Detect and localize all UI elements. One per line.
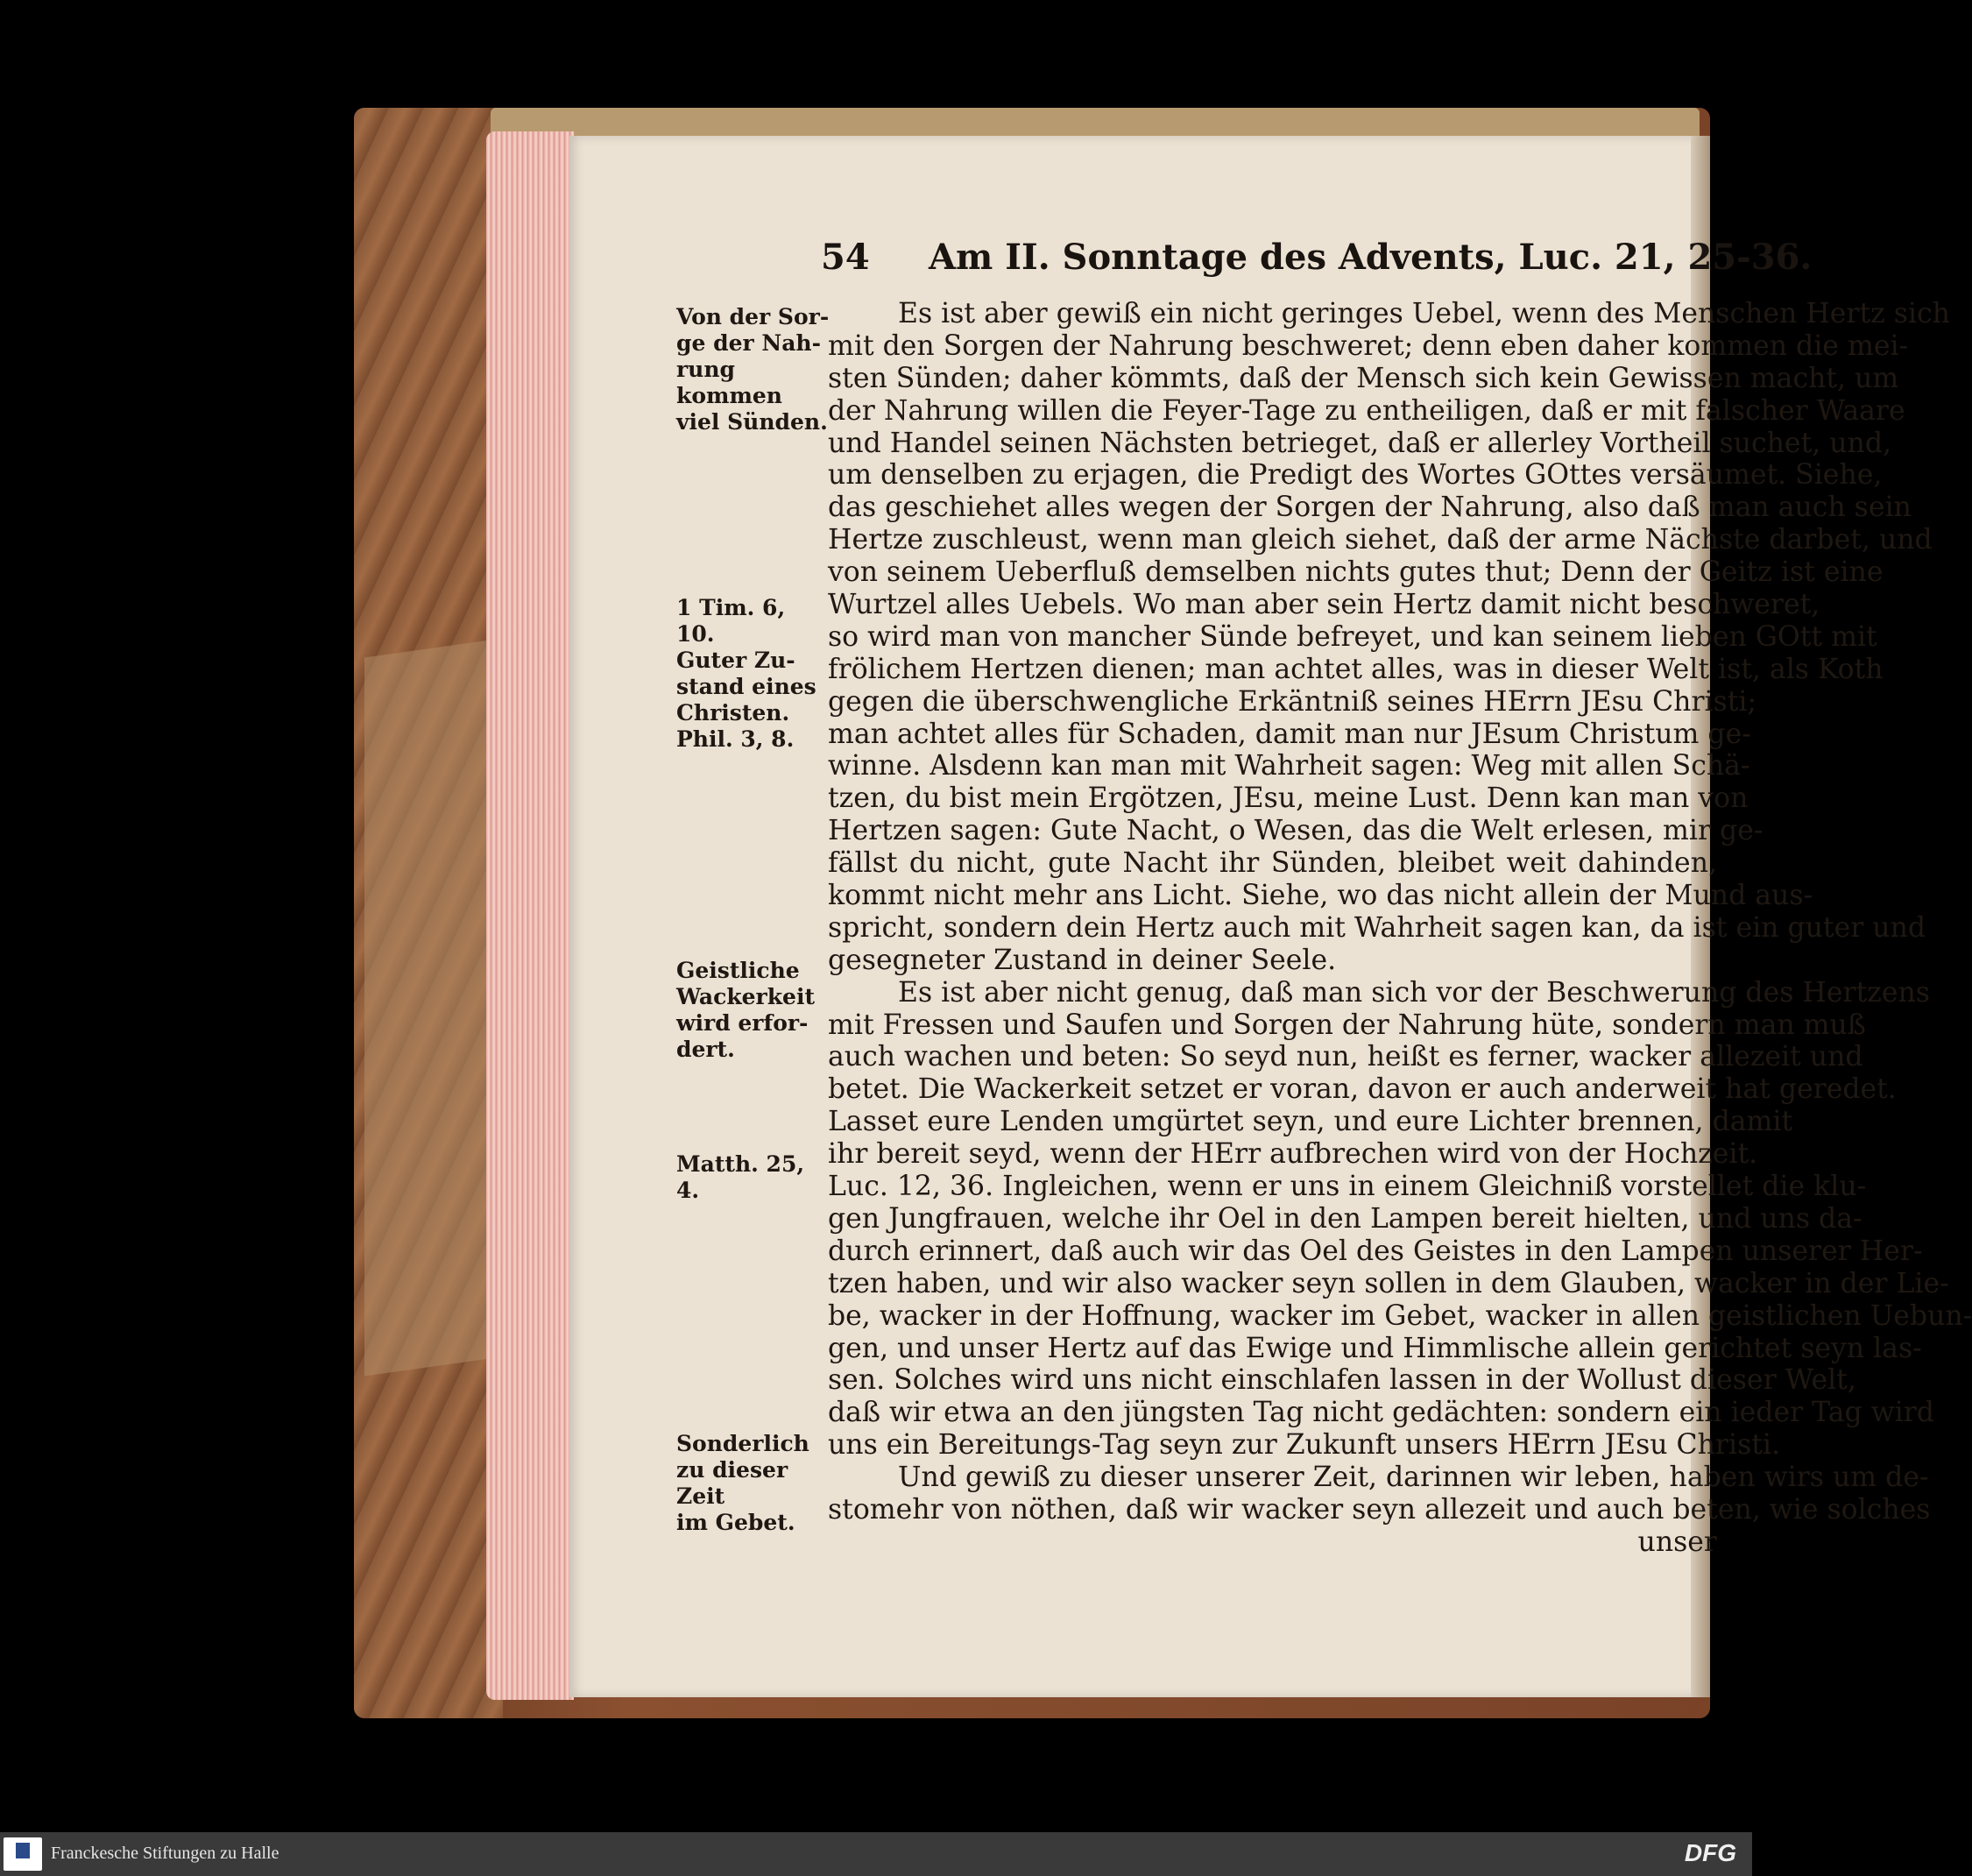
running-title: Am II. Sonntage des Advents, Luc. 21, 25-36. xyxy=(929,237,1813,278)
text-line: so wird man von mancher Sünde befreyet, und kan seinem lieben GOtt mit xyxy=(828,620,1877,653)
text-line: mit den Sorgen der Nahrung beschweret; denn eben daher kommen die mei- xyxy=(828,329,1909,362)
text-line: um denselben zu erjagen, die Predigt des Wortes GOttes versäumet. Siehe, xyxy=(828,459,1883,492)
text-line: kommt nicht mehr ans Licht. Siehe, wo das nicht allein der Mund aus- xyxy=(828,880,1813,912)
institution-label[interactable]: Franckesche Stiftungen zu Halle xyxy=(51,1844,279,1863)
text-line: uns ein Bereitungs-Tag seyn zur Zukunft unsers HErrn JEsu Christi. xyxy=(828,1429,1780,1462)
footer-bar xyxy=(0,1832,1752,1876)
catchword: unser xyxy=(1637,1526,1717,1558)
text-line: betet. Die Wackerkeit setzet er voran, davon er auch anderweit hat geredet. xyxy=(828,1073,1897,1106)
text-line: frölichem Hertzen dienen; man achtet alles, was in dieser Welt ist, als Koth xyxy=(828,653,1884,685)
text-line: Es ist aber nicht genug, daß man sich vor der Beschwerung des Hertzens xyxy=(898,976,1930,1009)
margin-note-sonder: Sonderlich zu dieser Zeit im Gebet. xyxy=(676,1431,809,1535)
page-number: 54 xyxy=(821,237,870,278)
text-line: auch wachen und beten: So seyd nun, heißt es ferner, wacker allezeit und xyxy=(828,1041,1863,1073)
cover-wear-patch xyxy=(364,639,496,1376)
text-line: Hertzen sagen: Gute Nacht, o Wesen, das die Welt erlesen, mir ge- xyxy=(828,815,1763,847)
text-line: sen. Solches wird uns nicht einschlafen lassen in der Wollust dieser Welt, xyxy=(828,1364,1856,1397)
text-line: und Handel seinen Nächsten betrieget, daß er allerley Vortheil suchet, und, xyxy=(828,427,1892,459)
margin-note-tim: 1 Tim. 6, 10. Guter Zu- stand eines Christen. Phil. 3, 8. xyxy=(676,595,816,752)
text-line: von seinem Ueberfluß demselben nichts gutes thut; Denn der Geitz ist eine xyxy=(828,556,1884,589)
text-line: sten Sünden; daher kömmts, daß der Mensch sich kein Gewissen macht, um xyxy=(828,362,1899,394)
text-line: Lasset eure Lenden umgürtet seyn, und eure Lichter brennen, damit xyxy=(828,1106,1793,1138)
text-line: Es ist aber gewiß ein nicht geringes Uebel, wenn des Menschen Hertz sich xyxy=(898,298,1950,329)
text-line: das geschiehet alles wegen der Sorgen der Nahrung, also daß man auch sein xyxy=(828,492,1912,524)
text-line: gen, und unser Hertz auf das Ewige und Himmlische allein gerichtet seyn las- xyxy=(828,1332,1922,1364)
text-line: der Nahrung willen die Feyer-Tage zu entheiligen, daß er mit falscher Waare xyxy=(828,394,1905,427)
body-text xyxy=(828,298,1972,1559)
text-line: Luc. 12, 36. Ingleichen, wenn er uns in einem Gleichniß vorstellet die klu- xyxy=(828,1171,1867,1203)
text-line: tzen, du bist mein Ergötzen, JEsu, meine Lust. Denn kan man von xyxy=(828,782,1749,815)
text-line: fällst du nicht, gute Nacht ihr Sünden, bleibet weit dahinden, xyxy=(828,847,1717,880)
text-line: gegen die überschwengliche Erkäntniß seines HErrn JEsu Christi; xyxy=(828,685,1757,718)
text-line: Hertze zuschleust, wenn man gleich siehet, daß der arme Nächste darbet, und xyxy=(828,524,1933,556)
text-line: gesegneter Zustand in deiner Seele. xyxy=(828,944,1337,976)
text-line: gen Jungfrauen, welche ihr Oel in den Lampen bereit hielten, und uns da- xyxy=(828,1202,1862,1235)
text-line: mit Fressen und Saufen und Sorgen der Nahrung hüte, sondern man muß xyxy=(828,1009,1866,1041)
text-line: man achtet alles für Schaden, damit man nur JEsum Christum ge- xyxy=(828,718,1751,750)
text-line: stomehr von nöthen, daß wir wacker seyn allezeit und auch beten, wie solches xyxy=(828,1493,1931,1526)
margin-note-matth: Matth. 25, 4. xyxy=(676,1151,805,1203)
text-line: daß wir etwa an den jüngsten Tag nicht gedächten: sondern ein ieder Tag wird xyxy=(828,1397,1934,1429)
text-line: ihr bereit seyd, wenn der HErr aufbrechen wird von der Hochzeit. xyxy=(828,1138,1758,1171)
page-edges xyxy=(486,131,574,1700)
text-line: tzen haben, und wir also wacker seyn sollen in dem Glauben, wacker in der Lie- xyxy=(828,1267,1949,1299)
margin-note-sorge: Von der Sor- ge der Nah- rung kommen viel Sünden. xyxy=(676,304,830,435)
text-line: be, wacker in der Hoffnung, wacker im Gebet, wacker in allen geistlichen Uebun- xyxy=(828,1299,1972,1332)
dfg-logo[interactable]: DFG xyxy=(1684,1839,1736,1866)
text-line: spricht, sondern dein Hertz auch mit Wahrheit sagen kan, da ist ein guter und xyxy=(828,911,1926,944)
institution-logo-icon[interactable] xyxy=(4,1837,42,1871)
text-line: Und gewiß zu dieser unserer Zeit, darinnen wir leben, haben wirs um de- xyxy=(898,1462,1929,1494)
text-line: durch erinnert, daß auch wir das Oel des Geistes in den Lampen unserer Her- xyxy=(828,1235,1923,1267)
text-line: winne. Alsdenn kan man mit Wahrheit sagen: Weg mit allen Schä- xyxy=(828,750,1750,782)
text-line: Wurtzel alles Uebels. Wo man aber sein Hertz damit nicht beschweret, xyxy=(828,589,1820,621)
margin-note-wacker: Geistliche Wackerkeit wird erfor- dert. xyxy=(676,958,815,1062)
